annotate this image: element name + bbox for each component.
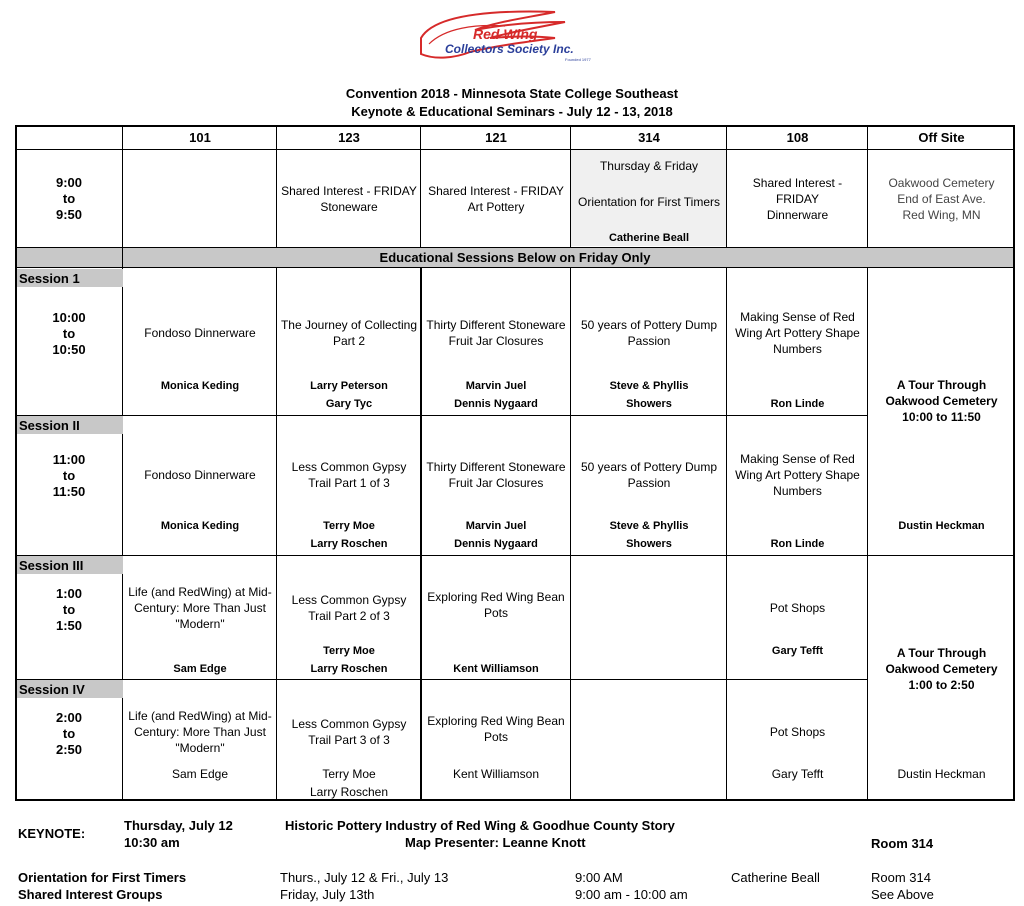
orientation-dates: Thurs., July 12 & Fri., July 13: [280, 870, 449, 885]
grid-line: [15, 799, 1015, 801]
col-header-314: 314: [638, 130, 660, 145]
s2-121-presenter-1: Marvin Juel: [465, 520, 527, 532]
s4-101-title: Life (and RedWing) at Mid-Century: More Than Just "Modern": [128, 709, 272, 755]
s4-108-presenter: Gary Tefft: [771, 767, 824, 781]
shared-interest-dinnerware: Shared Interest - FRIDAY Dinnerware: [752, 176, 843, 222]
grid-line: [15, 149, 1015, 150]
orientation-room: Room 314: [871, 870, 931, 885]
logo-founded: Founded 1977: [565, 57, 591, 62]
grid-line: [1013, 125, 1015, 801]
keynote-date: Thursday, July 12: [124, 818, 233, 833]
time-session-3: 1:00 to 1:50: [55, 586, 83, 633]
s2-121-presenter-2: Dennis Nygaard: [454, 538, 538, 550]
grid-line: [276, 267, 277, 801]
shared-interest-stoneware: Shared Interest - FRIDAY Stoneware: [281, 184, 417, 214]
orientation-label: Orientation for First Timers: [18, 870, 187, 885]
grid-line: [15, 555, 1015, 556]
orientation-presenter: Catherine Beall: [608, 232, 690, 244]
s3-123-title: Less Common Gypsy Trail Part 2 of 3: [291, 593, 407, 623]
grid-line: [15, 679, 868, 680]
s3-121-title: Exploring Red Wing Bean Pots: [427, 590, 565, 620]
grid-line: [726, 267, 727, 801]
keynote-presenter: Map Presenter: Leanne Knott: [405, 835, 586, 850]
s4-121-presenter: Kent Williamson: [452, 767, 540, 781]
grid-line: [15, 125, 1015, 127]
orientation-title: Orientation for First Timers: [577, 195, 721, 209]
col-header-offsite: Off Site: [918, 130, 965, 145]
s2-314-presenter-2: Showers: [626, 538, 672, 550]
grid-line: [15, 267, 1015, 268]
s2-108-presenter: Ron Linde: [770, 538, 825, 550]
s1-123-presenter-1: Larry Peterson: [310, 380, 388, 392]
s2-123-title: Less Common Gypsy Trail Part 1 of 3: [291, 460, 407, 490]
offsite-location: Oakwood Cemetery End of East Ave. Red Wing, MN: [888, 176, 995, 222]
s1-108-presenter: Ron Linde: [770, 398, 825, 410]
shared-interest-time: 9:00 am - 10:00 am: [575, 887, 688, 902]
s2-108-title: Making Sense of Red Wing Art Pottery Shape Numbers: [735, 452, 860, 498]
keynote-time: 10:30 am: [124, 835, 180, 850]
keynote-title: Historic Pottery Industry of Red Wing & Goodhue County Story: [285, 818, 675, 833]
shared-interest-date: Friday, July 13th: [280, 887, 375, 902]
s3-123-presenter-1: Terry Moe: [323, 645, 375, 657]
logo-text-1: Red Wing: [473, 26, 538, 42]
tour-morning: A Tour Through Oakwood Cemetery 10:00 to 11:50: [885, 378, 998, 424]
s2-314-title: 50 years of Pottery Dump Passion: [580, 460, 718, 490]
s1-121-presenter-1: Marvin Juel: [465, 380, 527, 392]
friday-banner: Educational Sessions Below on Friday Only: [15, 248, 1015, 267]
s3-121-presenter: Kent Williamson: [453, 663, 539, 675]
grid-line: [276, 125, 277, 248]
s3-123-presenter-2: Larry Roschen: [310, 663, 388, 675]
col-header-123: 123: [338, 130, 360, 145]
s1-108-title: Making Sense of Red Wing Art Pottery Shape Numbers: [735, 310, 860, 356]
grid-line: [15, 125, 17, 801]
grid-line: [122, 574, 123, 680]
col-header-108: 108: [786, 130, 809, 145]
time-session-4: 2:00 to 2:50: [55, 710, 83, 757]
session-label-4: Session IV: [15, 680, 123, 698]
keynote-label: KEYNOTE:: [18, 826, 86, 841]
s1-123-presenter-2: Gary Tyc: [325, 398, 373, 410]
grid-line: [122, 698, 123, 801]
s3-108-title: Pot Shops: [769, 601, 826, 615]
shared-interest-label: Shared Interest Groups: [18, 887, 163, 902]
s4-108-title: Pot Shops: [769, 725, 826, 739]
s1-101-title: Fondoso Dinnerware: [144, 326, 256, 340]
s1-101-presenter: Monica Keding: [160, 380, 240, 392]
time-friday: 9:00 to 9:50: [55, 175, 83, 222]
orientation-days: Thursday & Friday: [599, 159, 699, 173]
s1-121-presenter-2: Dennis Nygaard: [454, 398, 538, 410]
grid-line: [15, 415, 868, 416]
s2-101-title: Fondoso Dinnerware: [144, 468, 256, 482]
keynote-room: Room 314: [871, 836, 934, 851]
doc-subtitle: Keynote & Educational Seminars - July 12 - 13, 2018: [351, 104, 673, 119]
s3-101-presenter: Sam Edge: [173, 663, 227, 675]
grid-line: [122, 287, 123, 416]
time-session-1: 10:00 to 10:50: [52, 310, 86, 357]
s1-121-title: Thirty Different Stoneware Fruit Jar Closures: [426, 318, 566, 348]
s2-123-presenter-1: Terry Moe: [323, 520, 375, 532]
s4-123-presenter-2: Larry Roschen: [309, 785, 389, 799]
logo-text-2: Collectors Society Inc.: [445, 42, 574, 56]
s4-123-title: Less Common Gypsy Trail Part 3 of 3: [291, 717, 407, 747]
grid-line: [420, 267, 422, 801]
s4-121-title: Exploring Red Wing Bean Pots: [427, 714, 565, 744]
s2-101-presenter: Monica Keding: [160, 520, 240, 532]
red-wing-logo: [415, 8, 605, 68]
schedule-grid: [15, 125, 1015, 801]
tour-morning-presenter: Dustin Heckman: [898, 520, 985, 532]
grid-line: [867, 125, 868, 248]
s2-314-presenter-1: Steve & Phyllis: [609, 520, 689, 532]
s3-108-presenter: Gary Tefft: [771, 645, 824, 657]
s2-123-presenter-2: Larry Roschen: [310, 538, 388, 550]
grid-line: [867, 267, 868, 801]
s4-123-presenter-1: Terry Moe: [322, 767, 376, 781]
grid-line: [122, 125, 123, 269]
orientation-presenter-footer: Catherine Beall: [731, 870, 820, 885]
shared-interest-art-pottery: Shared Interest - FRIDAY Art Pottery: [428, 184, 564, 214]
s1-123-title: The Journey of Collecting Part 2: [280, 318, 418, 348]
s1-314-title: 50 years of Pottery Dump Passion: [580, 318, 718, 348]
grid-line: [15, 247, 1015, 248]
doc-title: Convention 2018 - Minnesota State College Southeast: [345, 86, 679, 101]
s1-314-presenter-2: Showers: [626, 398, 672, 410]
grid-line: [420, 125, 421, 248]
grid-line: [570, 125, 571, 248]
session-label-2: Session II: [15, 416, 123, 434]
grid-line: [570, 267, 571, 801]
s2-121-title: Thirty Different Stoneware Fruit Jar Closures: [426, 460, 566, 490]
col-header-121: 121: [485, 130, 507, 145]
tour-afternoon: A Tour Through Oakwood Cemetery 1:00 to 2:50: [885, 646, 998, 692]
grid-line: [122, 434, 123, 556]
s1-314-presenter-1: Steve & Phyllis: [609, 380, 689, 392]
s4-101-presenter: Sam Edge: [171, 767, 229, 781]
col-header-101: 101: [189, 130, 211, 145]
s3-101-title: Life (and RedWing) at Mid-Century: More Than Just "Modern": [128, 585, 272, 631]
tour-afternoon-presenter: Dustin Heckman: [897, 767, 986, 781]
grid-line: [726, 125, 727, 248]
orientation-time: 9:00 AM: [575, 870, 623, 885]
shared-interest-room: See Above: [871, 887, 934, 902]
session-label-1: Session 1: [15, 269, 123, 287]
session-label-3: Session III: [15, 556, 123, 574]
time-session-2: 11:00 to 11:50: [52, 452, 86, 499]
